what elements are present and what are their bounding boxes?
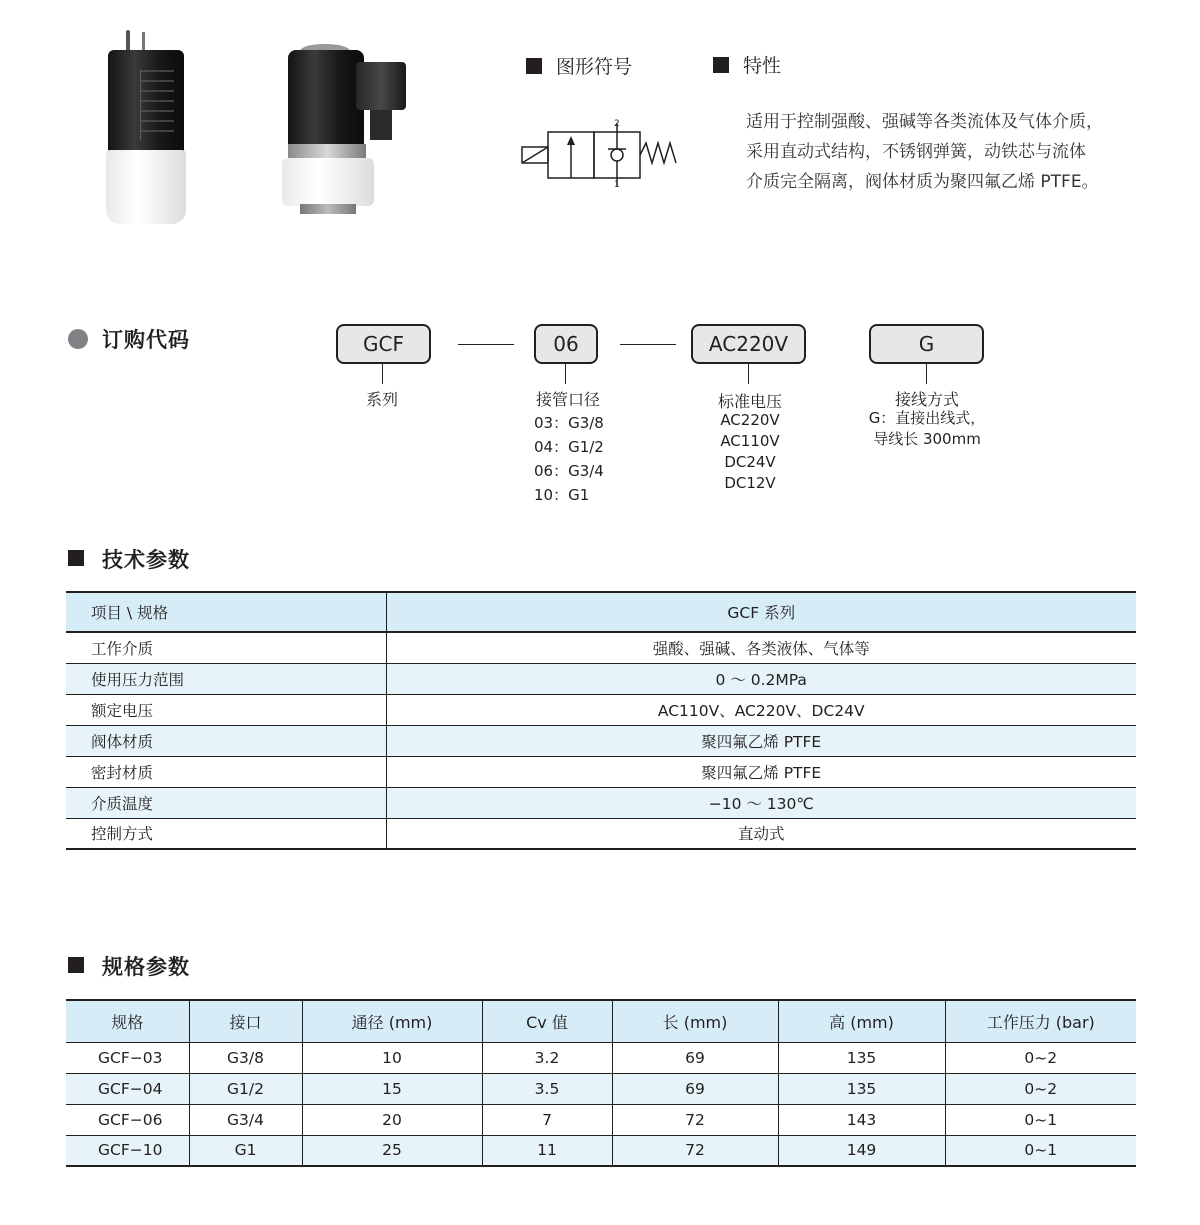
order-code-label-series: 系列 (365, 390, 398, 409)
order-code-box-series: GCF (336, 324, 431, 364)
port-size-option: 06：G3/4 (534, 462, 604, 480)
wiring-options (852, 408, 1002, 450)
symbol-port-top-label: 2 (614, 119, 620, 129)
table-header-cell: 高 (mm) (778, 1000, 945, 1042)
order-code-box-port-size: 06 (534, 324, 598, 364)
wiring-option: 导线长 300mm (873, 430, 981, 448)
table-cell: 额定电压 (66, 694, 386, 725)
table-row (66, 1135, 1136, 1166)
table-cell: 工作介质 (66, 632, 386, 663)
table-row (66, 818, 1136, 849)
spec-section-title: 规格参数 (102, 955, 190, 979)
table-cell: 使用压力范围 (66, 663, 386, 694)
table-cell: 聚四氟乙烯 PTFE (386, 725, 1136, 756)
table-cell: 聚四氟乙烯 PTFE (386, 756, 1136, 787)
table-row (66, 1073, 1136, 1104)
table-row (66, 1104, 1136, 1135)
table-header-row (66, 1000, 1136, 1042)
order-code-tick (926, 364, 927, 384)
product-photo-small-valve (100, 30, 200, 200)
voltage-options (700, 410, 800, 494)
table-cell: AC110V、AC220V、DC24V (386, 694, 1136, 725)
table-cell: 149 (778, 1135, 945, 1166)
order-code-connector (458, 344, 514, 345)
table-cell: 控制方式 (66, 818, 386, 849)
order-code-label-voltage: 标准电压 (717, 392, 782, 411)
table-row (66, 787, 1136, 818)
table-cell: G3/4 (189, 1104, 302, 1135)
table-row (66, 694, 1136, 725)
order-code-tick (748, 364, 749, 384)
spec-params-table (66, 999, 1136, 1167)
table-row (66, 756, 1136, 787)
symbol-port-bottom-label: 1 (614, 180, 620, 190)
feature-line: 适用于控制强酸、强碱等各类流体及气体介质， (746, 112, 1103, 132)
table-cell: 0 ～ 0.2MPa (386, 663, 1136, 694)
table-cell: 0~1 (945, 1104, 1136, 1135)
section-marker (713, 57, 729, 73)
order-code-tick (382, 364, 383, 384)
table-cell: 3.5 (482, 1073, 612, 1104)
table-header-cell: 通径 (mm) (302, 1000, 482, 1042)
table-cell: 0~2 (945, 1073, 1136, 1104)
valve-symbol-diagram (518, 118, 682, 194)
table-cell: −10 ～ 130℃ (386, 787, 1136, 818)
table-cell: 15 (302, 1073, 482, 1104)
section-marker (68, 550, 84, 566)
feature-line: 采用直动式结构，不锈钢弹簧，动铁芯与流体 (746, 142, 1086, 162)
voltage-option: AC220V (720, 411, 780, 429)
tech-section-title: 技术参数 (102, 548, 190, 572)
order-code-connector (620, 344, 676, 345)
table-cell: 阀体材质 (66, 725, 386, 756)
voltage-option: DC12V (724, 474, 776, 492)
table-row (66, 1042, 1136, 1073)
order-code-title: 订购代码 (102, 328, 190, 352)
table-cell: 72 (612, 1104, 778, 1135)
order-code-label-wiring: 接线方式 (894, 390, 959, 409)
table-cell: GCF−10 (66, 1135, 189, 1166)
port-size-option: 10：G1 (534, 486, 590, 504)
feature-description (746, 107, 1166, 197)
order-code-label-port-size: 接管口径 (535, 390, 600, 409)
section-marker-dot (68, 329, 88, 349)
table-row (66, 663, 1136, 694)
table-cell: 69 (612, 1073, 778, 1104)
voltage-option: AC110V (720, 432, 780, 450)
table-cell: 直动式 (737, 825, 785, 844)
table-cell: 69 (612, 1042, 778, 1073)
table-cell: 25 (302, 1135, 482, 1166)
table-cell: 0~2 (945, 1042, 1136, 1073)
table-cell: G1 (189, 1135, 302, 1166)
wiring-option: G：直接出线式， (868, 409, 986, 427)
table-cell: 72 (612, 1135, 778, 1166)
table-cell: G3/8 (189, 1042, 302, 1073)
table-cell: 11 (482, 1135, 612, 1166)
feature-section-title: 特性 (743, 55, 782, 77)
port-size-option: 04：G1/2 (534, 438, 604, 456)
order-code-box-wiring: G (869, 324, 984, 364)
table-header-cell: 长 (mm) (612, 1000, 778, 1042)
port-size-options (534, 411, 604, 507)
table-cell: 介质温度 (66, 787, 386, 818)
table-cell: 135 (778, 1042, 945, 1073)
table-cell: 143 (778, 1104, 945, 1135)
table-cell: 7 (482, 1104, 612, 1135)
section-marker (68, 957, 84, 973)
table-cell: GCF−04 (66, 1073, 189, 1104)
table-row (66, 632, 1136, 663)
order-code-box-voltage: AC220V (691, 324, 806, 364)
table-cell: GCF−06 (66, 1104, 189, 1135)
order-code-tick (565, 364, 566, 384)
table-cell: 3.2 (482, 1042, 612, 1073)
table-cell: 20 (302, 1104, 482, 1135)
feature-line: 介质完全隔离，阀体材质为聚四氟乙烯 PTFE。 (746, 172, 1099, 192)
table-header-cell: GCF 系列 (386, 592, 1136, 632)
table-header-cell: 接口 (189, 1000, 302, 1042)
table-header-row (66, 592, 1136, 632)
table-cell: 0~1 (945, 1135, 1136, 1166)
table-header-cell: 项目 \ 规格 (66, 592, 386, 632)
tech-params-table (66, 591, 1136, 850)
table-header-cell: Cv 值 (482, 1000, 612, 1042)
section-marker (526, 58, 542, 74)
table-header-cell: 规格 (66, 1000, 189, 1042)
table-cell: GCF−03 (66, 1042, 189, 1073)
port-size-option: 03：G3/8 (534, 414, 604, 432)
table-row (66, 725, 1136, 756)
table-header-cell: 工作压力 (bar) (945, 1000, 1136, 1042)
table-cell: G1/2 (189, 1073, 302, 1104)
voltage-option: DC24V (724, 453, 776, 471)
table-cell: 10 (302, 1042, 482, 1073)
table-cell: 密封材质 (66, 756, 386, 787)
table-cell: 强酸、强碱、各类液体、气体等 (386, 632, 1136, 663)
table-cell: 135 (778, 1073, 945, 1104)
symbol-section-title: 图形符号 (556, 56, 633, 78)
product-photo-large-valve (270, 40, 420, 215)
